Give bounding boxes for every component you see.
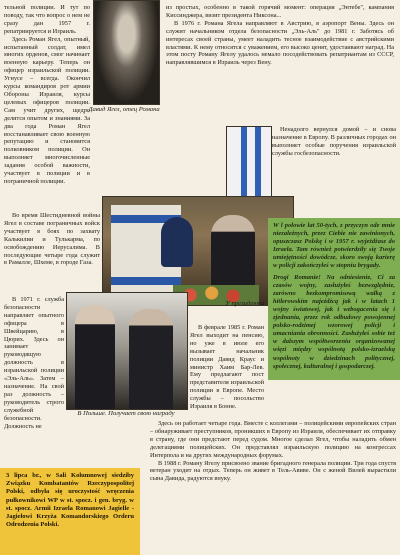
left-para-4: В 1971 г. служба безопасности направляет опытного офицера в Швейцарию, в Цюрих. Здесь он занимает руководящую должность в израильской полиции «Эль-Аль». Затем – назначение. На свой раз должность – руководитель строго служебной безопасности. Должность не: [4, 296, 64, 430]
top-right-para-3: Ненадолго вернулся домой – и снова назначение в Европу. В различных городах он выполняет особые поручения израильской службы госбезопасности.: [272, 126, 396, 157]
bottom-right-text-2: [150, 420, 396, 483]
left-column-3: [4, 296, 64, 462]
president-caption: У президента: [225, 300, 265, 307]
ceremony-announcement-box: [0, 468, 140, 555]
ceremony-photo: [102, 196, 294, 306]
top-right-text: [166, 4, 394, 67]
green-para-2: Drogi Romanie! Na odniesienie, Ci za czasów wojny, zasłużyłeś bezwzględnie, zarówno bezkompromisową walką z hitlerowskim najeźdźcą jak i w latach 1 wojny światowej, jak i wzbogacenia się i zjednania, przez rok odbudowy powojennej polsko-rodzimej wzorowej policji i umacniania obronności. Zasłużyłeś sobie też w dalszym współtworzeniu organizowanej więzi między wspólnotą polsko-izraelską wspólnoty w dziedzinach politycznej, społecznej, kulturalnej i gospodarczej.: [273, 273, 395, 370]
bottom-right-text: [190, 324, 264, 411]
left-para-3: Во время Шестидневной войны Ягел в составе пограничных войск участвует в боях по захвату Калькилии и Тулькарма, по освобождению Иерусалима. В последующие четыре года служит в Рамалле, Шхеме, в городе Газа.: [4, 212, 100, 267]
poland-photo: [66, 292, 188, 410]
person-image: [129, 309, 173, 409]
left-column-2: [4, 212, 100, 267]
top-right-text-2: [272, 126, 396, 158]
portrait-caption: Давид Ягел, отец Романа: [88, 106, 160, 113]
portrait-photo: [93, 0, 160, 105]
left-para-1: тельной полиции. И тут по поводу, так что вопрос о нем не сразу дан 1957 г. репатриируется и Израиль.: [4, 4, 90, 35]
top-right-para-2: В 1976 г. Романа Ягела направляют в Австрию, в аэропорт Вены. Здесь он служит начальником отдела безопасности „Эль-Аль" до 1981 г. Заботясь об интересах своей страны, умеет наладить тесное взаимодействие с австрийскими властями. К нему относятся с уважением, его высоко ценят, удостаивают наград. На этом посту Роману Ягелу удалось немало посодействовать репатриантам из СССР, направлявшимся в Израиль через Вену.: [166, 19, 394, 67]
bottom-right-para-2: Здесь он работает четыре года. Вместе с коллегами – полицейскими европейских стран – обнаруживает преступников, проникших в Европу из Израиля, обеспечивает их отправку в страну, где они предстают перед судом. Многое сделал Ягел, чтобы наладить обмен делегациями полицейских. Он представлял израильскую полицию на конгрессах Интерпола и на других международных форумах.: [150, 420, 396, 459]
bottom-right-para-1: В феврале 1985 г. Роман Ягел выходит на пенсию, но уже в июле его вызывает начальник полиции Давид Краус и министр Хаим Бар-Лев. Ему предлагают пост представителя израильской полиции в Европе. Место службы – посольство Израиля в Бонне.: [190, 324, 264, 411]
polish-quote-box: [268, 218, 400, 380]
bottom-right-para-3: В 1988 г. Роману Ягелу присвоено звание бригадного генерала полиции. Три года спустя ветеран уходит на отдых. Теперь он живет в Тель-Авиве. Он с женой Вилей вырастили сына Давида, радуются внуку.: [150, 459, 397, 483]
green-para-1: W l połowie lat 50-tych, z przyczyn ode mnie niezależnych, przez Ciebie nie zawinionych, opuszczasz Polskę i w 1957 r. wyjeżdżasz do Izraela. Tam również potwierdziły się Twoje umiejętności dowódcze, skoro swoją karierę w policji zakończyłeś w stopniu brygady.: [273, 222, 395, 270]
yellow-text: 3 lipca br., w Sali Kolumnowej siedziby Związku Kombatantów Rzeczypospolitej Polski, odbyła się uroczystość wręczenia pułkownikowi WP w st. spocz. i gen. bryg. w st. spocz. Armii Izraela Romanowi Jagielle - Jagiełowi Krzyża Komandorskiego Orderu Odrodzenia Polski.: [6, 472, 134, 529]
left-para-2: Здесь Роман Ягел, опытный, испытанный солдат, имел многих орденов, смог начинает военную карьеру. Теперь он офицер израильской полиции. Угнусе – всегда. Окончил курсы командиров рот армии Обороны Израиля, курсы целевых офицеров полиции. Сам учит других, щедро делится опытом и знаниями. За два года Роман Ягел восстанавливает свою военную репутацию и становится полковником полиции. Он выполняет многочисленные задания особой важности, участвует в полиции и в пограничной полиции.: [4, 35, 90, 185]
person-image: [75, 305, 115, 409]
emblem-image: [161, 217, 193, 267]
left-column: [4, 4, 90, 186]
poland-caption: В Польше. Получает свою награду: [77, 410, 175, 417]
top-right-para-1: из простых, особенно в такой горячий момент: операция „Энтебе", кампания Киссинджера, визит президента Никсона...: [166, 4, 394, 19]
